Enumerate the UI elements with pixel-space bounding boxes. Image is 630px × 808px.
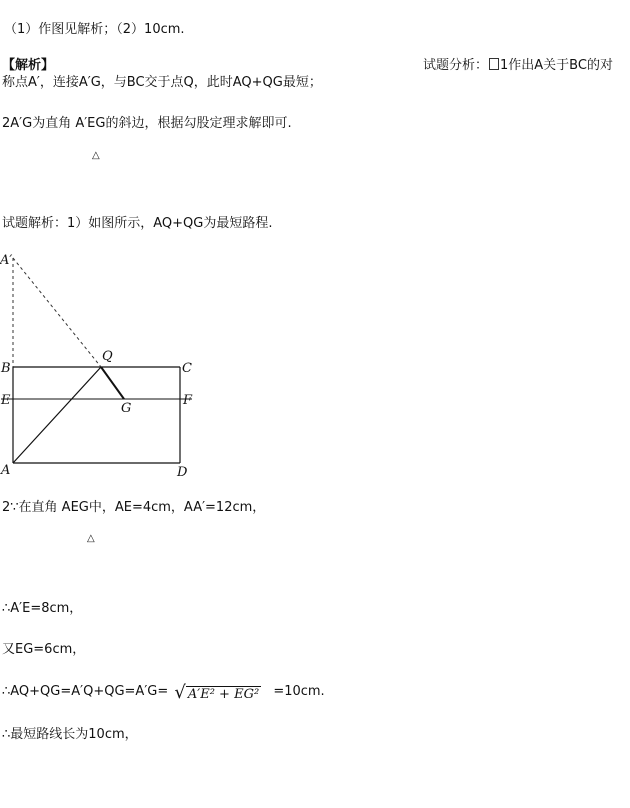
solution-1: 试题解析：1）如图所示，AQ+QG为最短路程. bbox=[2, 216, 273, 231]
label-q: Q bbox=[102, 349, 113, 364]
analysis-1-right: 1作出A关于BC的对 bbox=[500, 58, 613, 73]
step-c-prefix: ∴AQ+QG=A′Q+QG=A′G= bbox=[2, 684, 169, 699]
triangle-symbol-2: △ bbox=[87, 533, 95, 544]
solution-2: 2∵在直角 AEG中，AE=4cm，AA′=12cm， bbox=[2, 500, 266, 515]
label-a: A bbox=[1, 463, 11, 478]
step-c bbox=[2, 684, 325, 703]
analysis-label: 试题分析： bbox=[423, 58, 489, 73]
label-e: E bbox=[1, 393, 11, 408]
line-qg bbox=[101, 367, 124, 399]
analysis-2: 2A′G为直角 A′EG的斜边，根据勾股定理求解即可. bbox=[2, 116, 292, 131]
line-aq bbox=[13, 367, 101, 463]
label-g: G bbox=[121, 401, 132, 416]
label-a-prime: A′ bbox=[0, 253, 13, 268]
sqrt-radicand: A′E² + EG² bbox=[187, 687, 260, 702]
analysis-label-group bbox=[423, 58, 613, 74]
sqrt-radical-icon: √ bbox=[174, 682, 186, 703]
step-c-suffix: =10cm. bbox=[273, 684, 325, 699]
label-f: F bbox=[183, 393, 193, 408]
sqrt-expression bbox=[174, 682, 261, 703]
section-label: 【解析】 bbox=[2, 58, 55, 73]
rectangle-abcd bbox=[13, 367, 180, 463]
analysis-1-cont: 称点A′，连接A′G，与BC交于点Q，此时AQ+QG最短； bbox=[2, 75, 322, 90]
conclusion: ∴最短路线长为10cm， bbox=[2, 727, 138, 742]
step-a: ∴A′E=8cm， bbox=[2, 601, 83, 616]
missing-glyph-box bbox=[489, 58, 499, 70]
label-b: B bbox=[1, 361, 11, 376]
label-c: C bbox=[182, 361, 192, 376]
triangle-symbol-1: △ bbox=[92, 150, 100, 161]
dashed-a-prime-q bbox=[13, 258, 101, 367]
answer-line: （1）作图见解析；（2）10cm. bbox=[4, 22, 185, 37]
label-d: D bbox=[177, 465, 188, 478]
geometry-figure bbox=[0, 248, 210, 478]
step-b: 又EG=6cm， bbox=[2, 642, 86, 657]
